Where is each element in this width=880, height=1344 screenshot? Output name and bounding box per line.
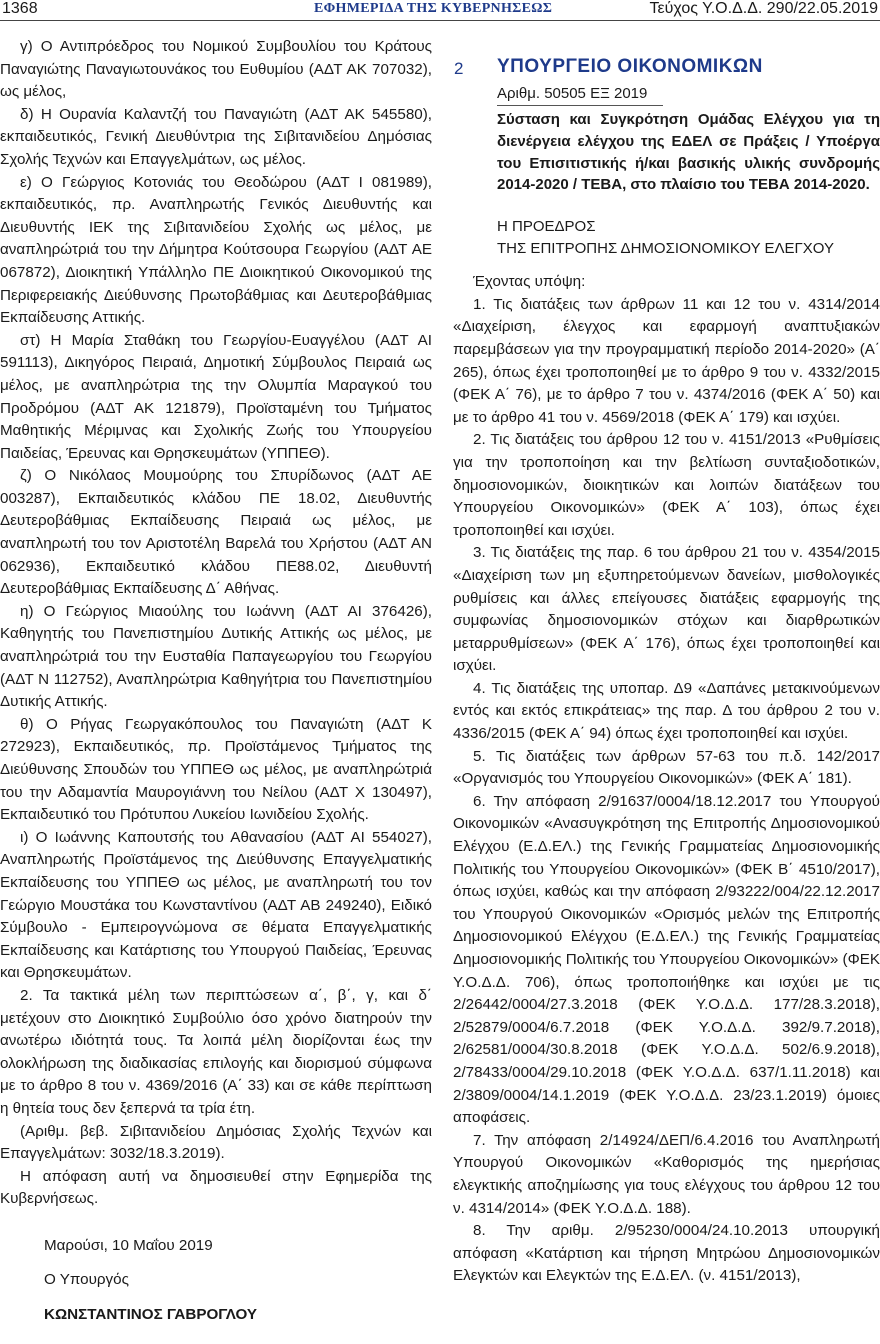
paragraph: 3. Τις διατάξεις της παρ. 6 του άρθρου 21 του ν. 4354/2015 «Διαχείριση των μη εξυπηρετούμενων δανείων, μισθολογικές ρυθμίσεις και άλλες επείγουσες διατάξεις εφαρμογής της συμφωνίας δημοσιονομικών στόχων και διαρθρωτικών μεταρρυθμίσεων» (ΦΕΚ Α΄ 176), όπως έχει τροποποιηθεί και ισχύει. [453, 544, 880, 675]
issue-info: Τεύχος Υ.Ο.Δ.Δ. 290/22.05.2019 [649, 0, 878, 17]
paragraph: 2. Τις διατάξεις του άρθρου 12 του ν. 4151/2013 «Ρυθμίσεις για την τροποποίηση και την βελτίωση συνταξιοδοτικών, δημοσιονομικών, διοικητικών και λοιπών διατάξεων του Υπουργείου Οικονομικών» (ΦΕΚ Α΄ 103), όπως έχει τροποποιηθεί και ισχύει. [453, 431, 880, 539]
decision-title: Σύσταση και Συγκρότηση Ομάδας Ελέγχου για τη διενέργεια ελέγχου της ΕΔΕΛ σε Πράξεις / Υποέργα του Επισιτιστικής ή/και βασικής υλικής συνδρομής 2014-2020 / ΤΕΒΑ, στο πλαίσιο του ΤΕΒΑ 2014-2020. [497, 111, 880, 194]
paragraph: ζ) Ο Νικόλαος Μουμούρης του Σπυρίδωνος (ΑΔΤ ΑΕ 003287), Εκπαιδευτικός κλάδου ΠΕ 18.02, Διευθυντής Δευτεροβάθμιας Εκπαίδευσης Πειραιά ως μέλος, με αναπληρωτή του τον Αριστοτέλη Βαρελά του Χρήστου (ΑΔΤ ΑΝ 062936), Εκπαιδευτικό κλάδου ΠΕ88.02, Διευθυντή Δευτεροβάθμιας Εκπαίδευσης Δ΄ Αθήνας. [0, 467, 432, 598]
left-column [0, 36, 432, 1326]
right-column [453, 36, 880, 1288]
section-heading [453, 36, 880, 76]
section-title: ΥΠΟΥΡΓΕΙΟ ΟΙΚΟΝΟΜΙΚΩΝ [497, 56, 763, 77]
paragraph: η) Ο Γεώργιος Μιαούλης του Ιωάννη (ΑΔΤ ΑΙ 376426), Καθηγητής του Πανεπιστημίου Δυτικής Αττικής ως μέλος, με αναπληρώτριά του την Ευσταθία Παπαγεωργίου του Γεωργίου (ΑΔΤ Ν 112752), Αναπληρώτρια Καθηγήτρια του Πανεπιστημίου Δυτικής Αττικής. [0, 602, 432, 711]
paragraph: ι) Ο Ιωάννης Καπουτσής του Αθανασίου (ΑΔΤ ΑΙ 554027), Αναπληρωτής Προϊστάμενος της Διεύθυνσης Επαγγελματικής Εκπαίδευσης του ΥΠΠΕΘ ως μέλος, με αναπληρωτή του τον Γεώργιο Μουστάκα του Κωνσταντίνου (ΑΔΤ ΑΒ 249240), Ειδικό Σύμβουλο - Εμπειρογνώμονα σε θέματα Επαγγελματικής Εκπαίδευσης και Κατάρτισης του Υπουργού Παιδείας, Έρευνας και Θρησκευμάτων. [0, 828, 432, 982]
page-header [0, 0, 880, 21]
paragraph: ε) Ο Γεώργιος Κοτονιάς του Θεοδώρου (ΑΔΤ Ι 081989), εκπαιδευτικός, πρ. Αναπληρωτής Γενικός Διευθυντής και Διευθυντής ΙΕΚ της Σιβιτανιδείου Σχολής ως μέλος, με αναπληρώτριά του την Δήμητρα Κούτσουρα Γεωργίου (ΑΔΤ ΑΕ 067872), Διοικητική Υπάλληλο ΠΕ Διοικητικού Οικονομικού της Περιφερειακής Διεύθυνσης Πρωτοβάθμιας και Δευτεροβάθμιας Εκπαίδευσης Αττικής. [0, 173, 432, 327]
paragraph: (Αριθμ. βεβ. Σιβιτανιδείου Δημόσιας Σχολής Τεχνών και Επαγγελμάτων: 3032/18.3.2019). [0, 1122, 432, 1163]
signature-role: Ο Υπουργός [44, 1271, 129, 1289]
signature-block [0, 1235, 432, 1327]
paragraph: 5. Τις διατάξεις των άρθρων 57-63 του π.δ. 142/2017 «Οργανισμός του Υπουργείου Οικονομικών» (ΦΕΚ Α΄ 181). [453, 747, 880, 788]
issuer-block [497, 216, 880, 259]
section-number: 2 [454, 59, 464, 78]
issuer-line: ΤΗΣ ΕΠΙΤΡΟΠΗΣ ΔΗΜΟΣΙΟΝΟΜΙΚΟΥ ΕΛΕΓΧΟΥ [497, 239, 834, 257]
page-number: 1368 [2, 0, 38, 17]
issuer-line: Η ΠΡΟΕΔΡΟΣ [497, 218, 596, 236]
paragraph: 8. Την αριθμ. 2/95230/0004/24.10.2013 υπουργική απόφαση «Κατάρτιση και τήρηση Μητρώου Δημοσιονομικών Ελεγκτών και Ελεγκτών της Ε.Δ.ΕΛ. (ν. 4151/2013), [453, 1222, 880, 1285]
paragraph: 2. Τα τακτικά μέλη των περιπτώσεων α΄, β΄, γ, και δ΄ μετέχουν στο Διοικητικό Συμβούλιο όσο χρόνο διατηρούν την ανωτέρω ιδιότητά τους. Τα λοιπά μέλη διορίζονται έως την ολοκλήρωση της διαδικασίας επιλογής και διορισμού σύμφωνα με το άρθρο 8 του ν. 4369/2016 (Α΄ 33) και σε κάθε περίπτωση η θητεία τους δεν ξεπερνά τα τρία έτη. [0, 986, 432, 1117]
signature-place-date: Μαρούσι, 10 Μαΐου 2019 [44, 1236, 213, 1254]
paragraph: δ) Η Ουρανία Καλαντζή του Παναγιώτη (ΑΔΤ ΑΚ 545580), εκπαιδευτικός, Γενική Διευθύντρια της Σιβιτανιδείου Δημόσιας Σχολής Τεχνών και Επαγγελμάτων, ως μέλος. [0, 105, 432, 168]
publication-title: ΕΦΗΜΕΡΙΔΑ ΤΗΣ ΚΥΒΕΡΝΗΣΕΩΣ [314, 1, 553, 16]
paragraph: στ) Η Μαρία Σταθάκη του Γεωργίου-Ευαγγέλου (ΑΔΤ ΑΙ 591113), Δικηγόρος Πειραιά, Δημοτική Σύμβουλος Πειραιά ως μέλος, με αναπληρώτρια της την Ολυμπία Μαραγκού του Προδρόμου (ΑΔΤ ΑΚ 121879), Προϊσταμένη του Τμήματος Μαθητικής Μέριμνας και Σχολικής Ζωής του Υπουργείου Παιδείας, Έρευνας και Θρησκευμάτων (ΥΠΠΕΘ). [0, 331, 432, 462]
paragraph: 4. Τις διατάξεις της υποπαρ. Δ9 «Δαπάνες μετακινούμενων εντός και εκτός επικράτειας» της παρ. Δ του άρθρου 2 του ν. 4336/2015 (ΦΕΚ Α΄ 94) όπως έχει τροποποιηθεί και ισχύει. [453, 679, 880, 743]
paragraph: θ) Ο Ρήγας Γεωργακόπουλος του Παναγιώτη (ΑΔΤ Κ 272923), Εκπαιδευτικός, πρ. Προϊστάμενος Τμήματος της Διεύθυνσης Σπουδών του ΥΠΠΕΘ ως μέλος, με αναπληρώτριά του την Αδαμαντία Μαυρογιάννη του Νείλου (ΑΔΤ Χ 130497), Εκπαιδευτικό του Πρότυπου Λυκείου Ιωνιδείου Σχολής. [0, 715, 432, 824]
paragraph: 6. Την απόφαση 2/91637/0004/18.12.2017 του Υπουργού Οικονομικών «Ανασυγκρότηση της Επιτροπής Δημοσιονομικού Ελέγχου (Ε.Δ.ΕΛ.) της Γενικής Γραμματείας Δημοσιονομικής Πολιτικής του Υπουργείου Οικονομικών» (ΦΕΚ Β΄ 4510/2017), όπως ισχύει, καθώς και την απόφαση 2/93222/004/22.12.2017 του Υπουργού Οικονομικών «Ορισμός μελών της Επιτροπής Δημοσιονομικού Ελέγχου (Ε.Δ.ΕΛ.) της Γενικής Γραμματείας Δημοσιονομικής Πολιτικής του Υπουργείου Οικονομικών» (ΦΕΚ Υ.Ο.Δ.Δ. 706), όπως τροποποιήθηκε και ισχύει με τις 2/26442/0004/27.3.2018 (ΦΕΚ Υ.Ο.Δ.Δ. 177/28.3.2018), 2/52879/0004/6.7.2018 (ΦΕΚ Υ.Ο.Δ.Δ. 392/9.7.2018), 2/62581/0004/30.8.2018 (ΦΕΚ Υ.Ο.Δ.Δ. 502/6.9.2018), 2/78433/0004/29.10.2018 (ΦΕΚ Υ.Ο.Δ.Δ. 637/1.11.2018) και 2/3809/0004/14.1.2019 (ΦΕΚ Υ.Ο.Δ.Δ. 23/23.1.2019) όμοιες αποφάσεις. [453, 792, 880, 1127]
decision-reference: Αριθμ. 50505 ΕΞ 2019 [497, 84, 663, 106]
paragraph: 7. Την απόφαση 2/14924/ΔΕΠ/6.4.2016 του Αναπληρωτή Υπουργού Οικονομικών «Καθορισμός της ημερήσιας ελεγκτικής αποζημίωσης για τους ελέγχους του άρθρου 12 του ν. 4314/2014» (ΦΕΚ Υ.Ο.Δ.Δ. 188). [453, 1131, 880, 1217]
paragraph: γ) Ο Αντιπρόεδρος του Νομικού Συμβουλίου του Κράτους Παναγιώτης Παναγιωτουνάκος του Ευθυμίου (ΑΔΤ ΑΚ 707032), ως μέλος, [0, 38, 432, 101]
having-regard: Έχοντας υπόψη: [473, 273, 586, 291]
paragraph: 1. Τις διατάξεις των άρθρων 11 και 12 του ν. 4314/2014 «Διαχείριση, έλεγχος και εφαρμογή αναπτυξιακών παρεμβάσεων για την προγραμματική περίοδο 2014-2020» (Α΄ 265), όπως έχει τροποποιηθεί με το άρθρο 9 του ν. 4332/2015 (ΦΕΚ Α΄ 76), με το άρθρο 7 του ν. 4374/2016 (ΦΕΚ Α΄ 50) και με το άρθρο 41 του ν. 4569/2018 (ΦΕΚ Α΄ 179) και ισχύει. [453, 295, 880, 426]
signature-name: ΚΩΝΣΤΑΝΤΙΝΟΣ ΓΑΒΡΟΓΛΟΥ [44, 1305, 257, 1323]
paragraph: Η απόφαση αυτή να δημοσιευθεί στην Εφημερίδα της Κυβερνήσεως. [0, 1167, 432, 1208]
